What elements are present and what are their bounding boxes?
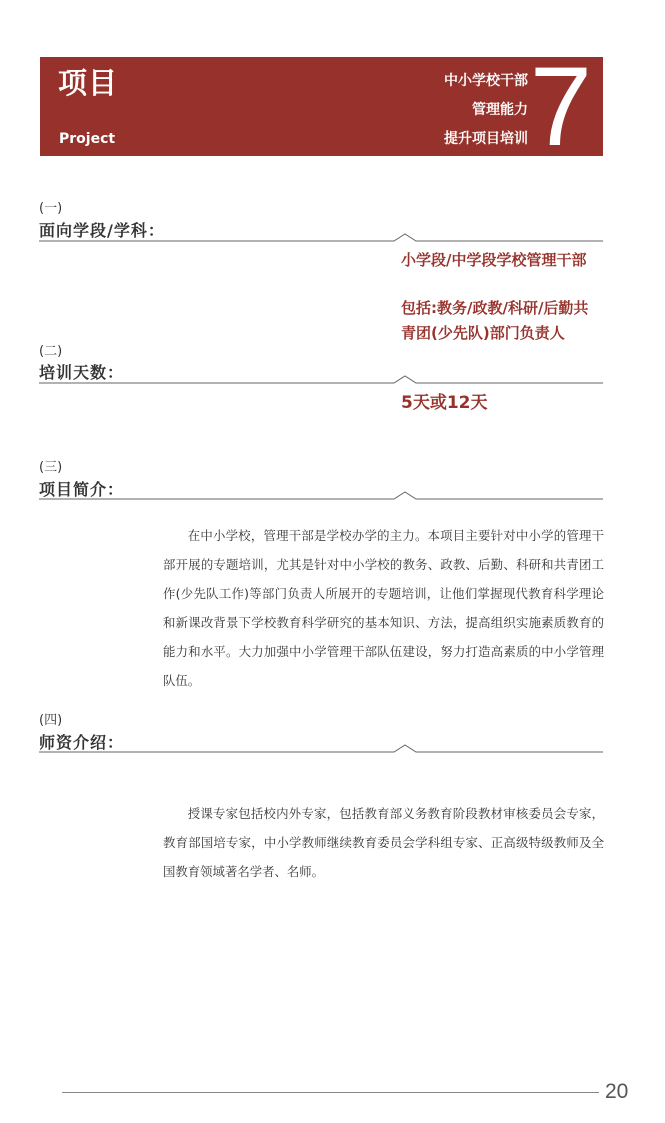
section-2-divider — [39, 372, 603, 386]
page-number: 20 — [605, 1080, 629, 1103]
section-3-index: (三) — [39, 460, 63, 475]
section-1-value-1: 小学段/中学段学校管理干部 — [401, 251, 587, 269]
section-1-divider — [39, 230, 603, 244]
header-title: 项目 — [58, 66, 119, 100]
header-line-3: 提升项目培训 — [444, 131, 528, 147]
header-subtitle: Project — [59, 131, 116, 147]
section-1-index: (一) — [39, 201, 63, 216]
header-line-1: 中小学校干部 — [444, 73, 528, 89]
section-2-label: 培训天数： — [39, 363, 125, 382]
section-3-label: 项目简介： — [39, 480, 125, 499]
section-4-divider — [39, 741, 603, 755]
section-2-value: 5天或12天 — [401, 393, 488, 413]
faculty-intro-text: 授课专家包括校内外专家，包括教育部义务教育阶段教材审核委员会专家，教育部国培专家，中小学教师继续教育委员会学科组专家、正高级特级教师及全国教育领域著名学者、名师。 — [163, 806, 604, 879]
project-number: 7 — [529, 44, 592, 169]
section-1-value-3: 青团(少先队)部门负责人 — [401, 324, 565, 342]
footer-rule — [62, 1092, 599, 1093]
section-4-index: (四) — [39, 713, 63, 728]
section-4-label: 师资介绍： — [39, 733, 125, 752]
header-line-2: 管理能力 — [472, 102, 528, 118]
project-header — [40, 44, 603, 169]
header-project-name — [444, 67, 528, 154]
section-1-value-2: 包括:教务/政教/科研/后勤共 — [401, 299, 589, 317]
project-intro-text: 在中小学校，管理干部是学校办学的主力。本项目主要针对中小学的管理干部开展的专题培训，尤其是针对中小学校的教务、政教、后勤、科研和共青团工作(少先队工作)等部门负责人所展开的专题培训，让他们掌握现代教育科学理论和新课改背景下学校教育科学研究的基本知识、方法，提高组织实施素质教育的能力和水平。大力加强中小学管理干部队伍建设，努力打造高素质的中小学管理队伍。 — [163, 528, 604, 688]
section-3-divider — [39, 488, 603, 502]
section-1-label: 面向学段/学科： — [39, 221, 165, 240]
section-2-index: (二) — [39, 344, 63, 359]
